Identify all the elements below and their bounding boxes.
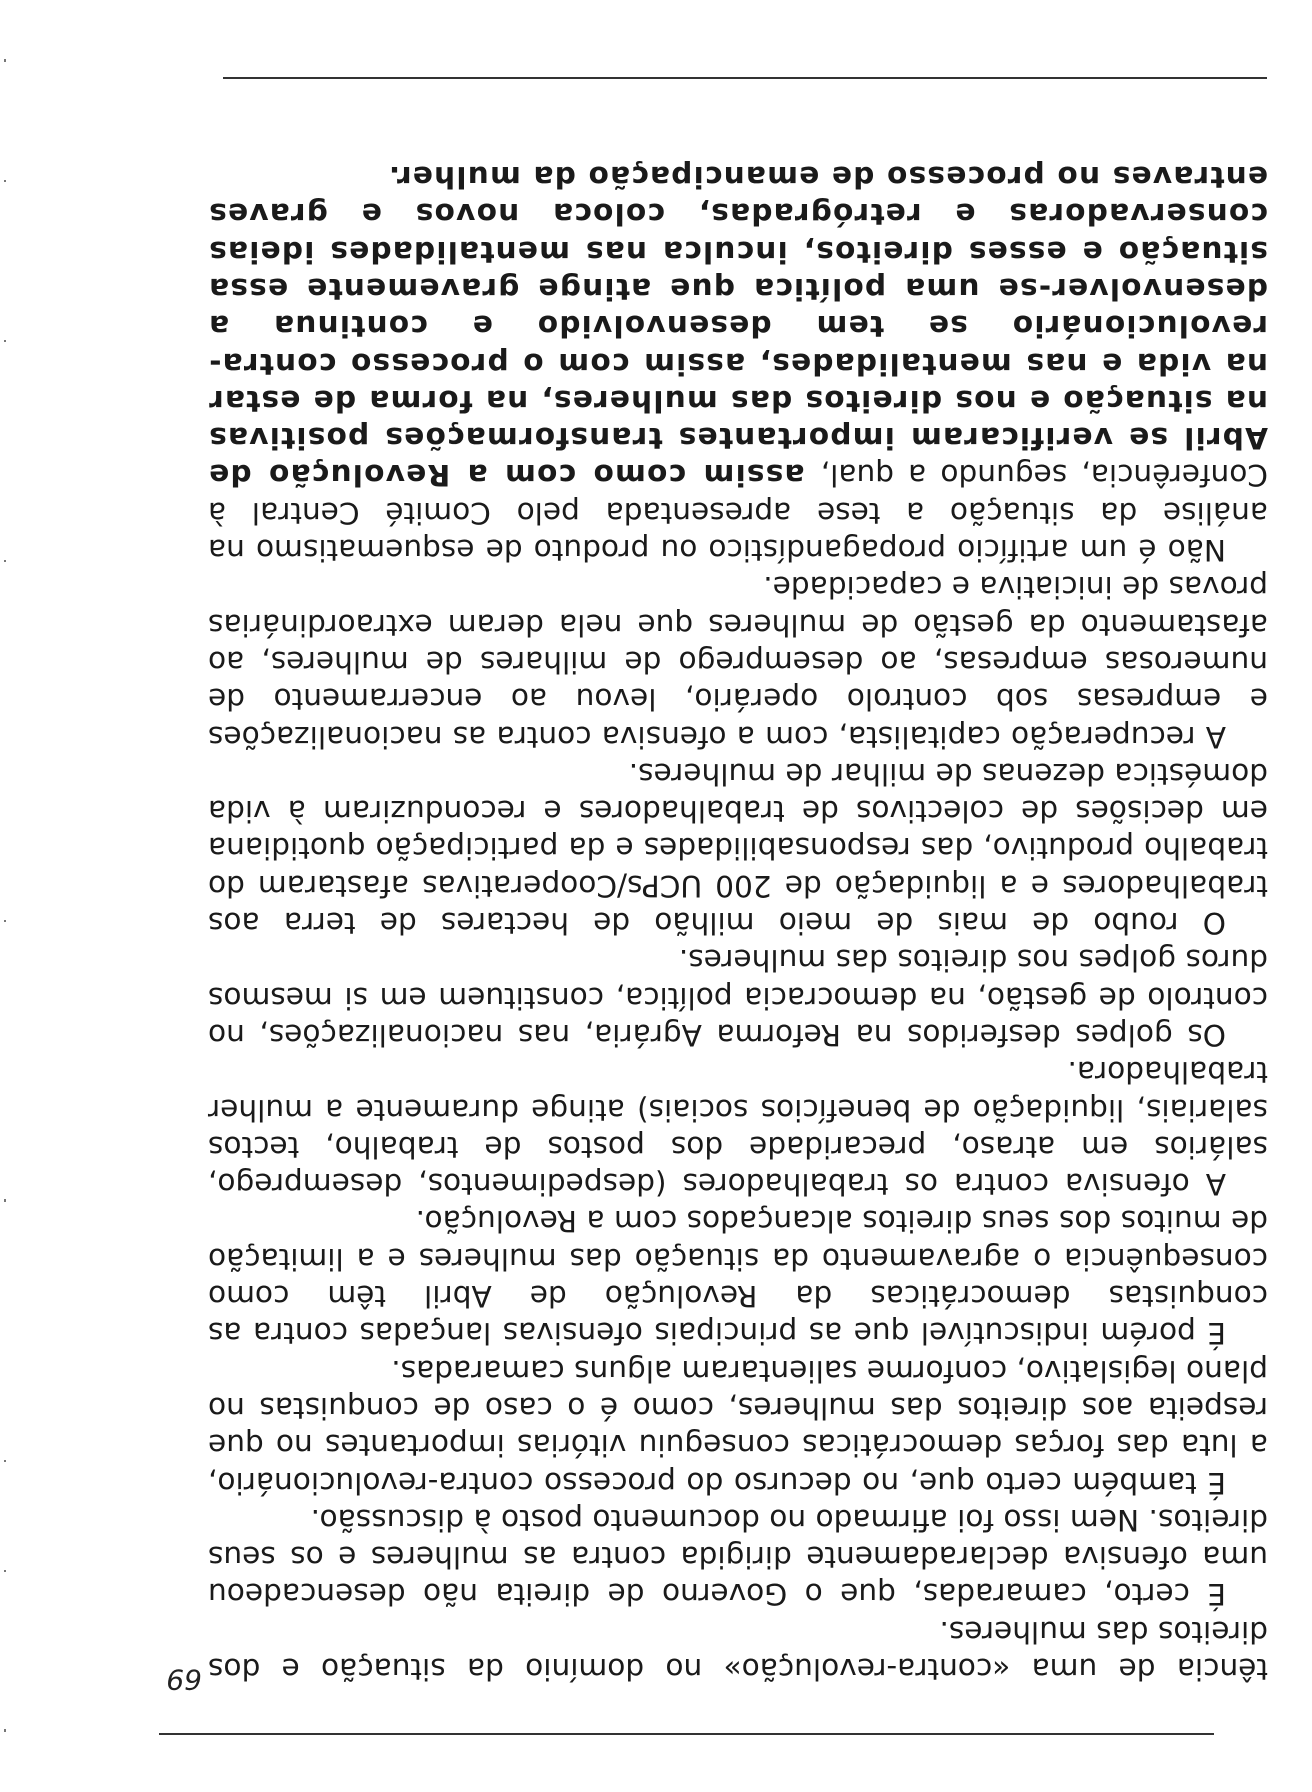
paragraph-text: Não é um artifício propagandístico ou produto de esquematismo na análise da situação a tese apresentada pelo Comité Central à Conferência, segundo a qual, — [208, 458, 1268, 568]
paragraph: O roubo de mais de meio milhão de hectares de terra aos trabalhadores e a liquidação de 200 UCPs/Cooperativas afastaram do trabalho produtivo, das responsabilidades e da participação quotidiana em decisões de colectivos de trabalhadores e reconduziram à vida doméstica dezenas de milhar de mulheres. — [208, 756, 1268, 941]
body-text — [208, 158, 1268, 1687]
scan-mark — [4, 340, 6, 342]
scan-mark — [4, 1460, 6, 1462]
emphasized-text: assim como com a Revolução de Abril se verificaram importantes transformações positivas na situação e nos direitos das mulheres, na forma de estar na vida e nas mentalidades, assim com o processo contra-revolucionário se tem desenvolvido e continua a desenvolver-se uma política que atinge gravemente essa situação e esses direitos, inculca nas mentalidades ideias conservadoras e retrógradas, coloca novos e graves entraves no processo de emancipação da mulher. — [208, 160, 1268, 493]
scan-mark — [4, 180, 6, 182]
scan-mark — [4, 560, 6, 562]
paragraph: É porém indiscutível que as principais ofensivas lançadas contra as conquistas democráticas da Revolução de Abril têm como consequência o agravamento da situação das mulheres e a limitação de muitos dos seus direitos alcançados com a Revolução. — [208, 1204, 1268, 1351]
paragraph-with-emphasis — [208, 158, 1268, 568]
scan-mark — [4, 1570, 6, 1572]
paragraph: Os golpes desferidos na Reforma Agrária, nas nacionalizações, no controlo de gestão, na democracia política, constituem em si mesmos duros golpes nos direitos das mulheres. — [208, 943, 1268, 1052]
header-rule — [159, 1733, 1214, 1735]
scan-mark — [4, 920, 6, 922]
paragraph: tência de uma «contra-revolução» no domínio da situação e dos direitos das mulheres. — [208, 1614, 1268, 1686]
scan-mark — [4, 59, 6, 62]
paragraph: A recuperação capitalista, com a ofensiva contra as nacionalizações e empresas sob controlo operário, levou ao encerramento de numerosas empresas, ao desemprego de milhares de mulheres, ao afastamento da gestão de mulheres que nela deram extraordinárias provas de iniciativa e capacidade. — [208, 570, 1268, 754]
paragraph: É também certo que, no decurso do processo contra-revolucionário, a luta das forças democráticas conseguiu vitórias importantes no que respeita aos direitos das mulheres, como é o caso de conquistas no plano legislativo, conforme salientaram alguns camaradas. — [208, 1353, 1268, 1500]
paragraph: É certo, camaradas, que o Governo de direita não desencadeou uma ofensiva declaradamente dirigida contra as mulheres e os seus direitos. Nem isso foi afirmado no documento posto à discussão. — [208, 1502, 1268, 1612]
page-number: 69 — [166, 1663, 202, 1696]
paragraph: A ofensiva contra os trabalhadores (despedimentos, desemprego, salários em atraso, precaridade dos postos de trabalho, tectos salariais, liquidação de benefícios sociais) atinge duramente a mulher trabalhadora. — [208, 1055, 1268, 1202]
footer-rule — [223, 77, 1267, 79]
scan-mark — [4, 1199, 6, 1202]
scan-mark — [4, 1729, 6, 1732]
